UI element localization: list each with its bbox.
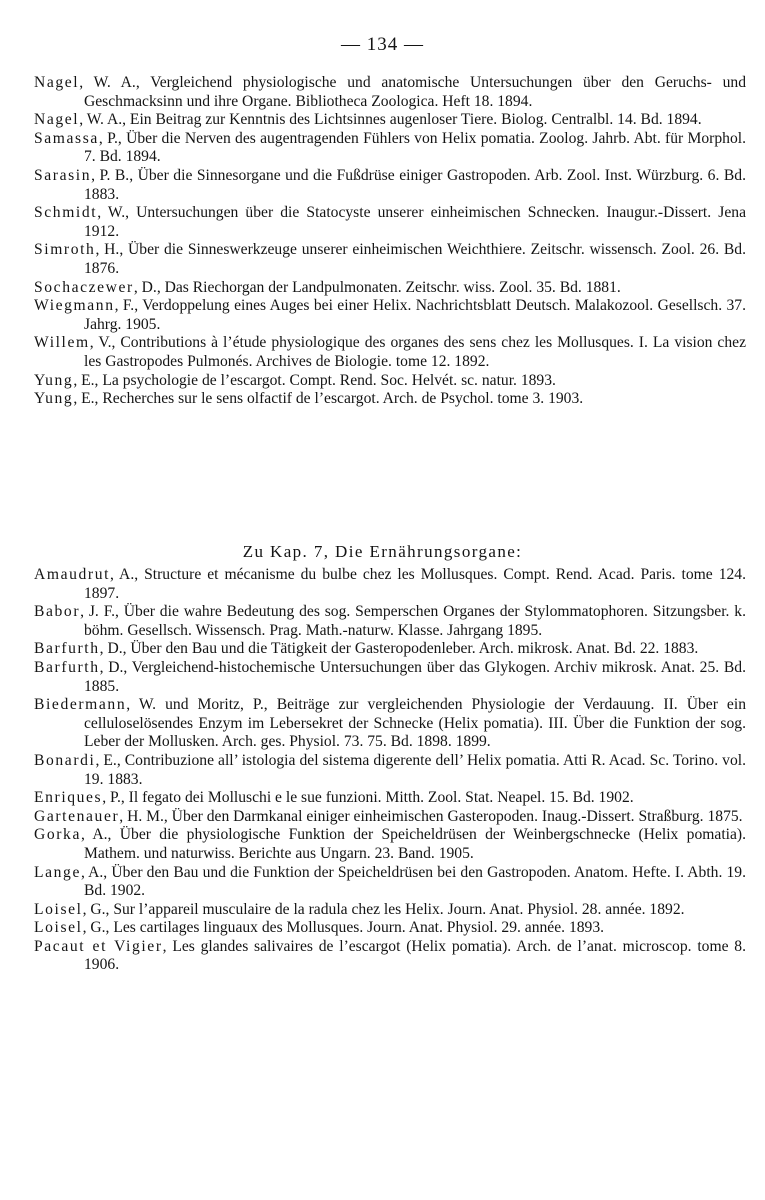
bibliography-entry	[34, 919, 746, 938]
entry-citation: , J. F., Über die wahre Bedeutung des sog. Semperschen Organes der Stylommatophoren. Sitzungsber. k. böhm. Gesellsch. Wissensch. Prag. Math.-naturw. Klasse. Jahrgang 1895.	[80, 603, 746, 639]
bibliography-entry	[34, 74, 746, 111]
entry-author: Pacaut et Vigier	[34, 937, 163, 955]
entry-citation: , E., Recherches sur le sens olfactif de l’escargot. Arch. de Psychol. tome 3. 1903.	[73, 390, 584, 408]
entry-citation: , E., La psychologie de l’escargot. Compt. Rend. Soc. Helvét. sc. natur. 1893.	[73, 371, 556, 389]
entry-citation: , P. B., Über die Sinnesorgane und die Fußdrüse einiger Gastropoden. Arb. Zool. Inst. Würzburg. 6. Bd. 1883.	[84, 166, 746, 203]
entry-author: Nagel	[34, 74, 80, 91]
entry-citation: , A., Structure et mécanisme du bulbe chez les Mollusques. Compt. Rend. Acad. Paris. tome 124. 1897.	[84, 566, 746, 602]
entry-author: Simroth	[34, 241, 96, 259]
bibliography-entry	[34, 167, 746, 204]
bibliography-entry	[34, 826, 746, 863]
entry-author: Bonardi	[34, 751, 96, 769]
entry-citation: , W. A., Vergleichend physiologische und anatomische Untersuchungen über den Geruchs- und Geschmacksinn und ihre Organe. Bibliotheca Zoologica. Heft 18. 1894.	[79, 74, 746, 110]
bibliography-entry	[34, 901, 746, 920]
entry-author: Nagel	[34, 111, 80, 129]
bibliography-entry	[34, 241, 746, 278]
bibliography-entry	[34, 603, 746, 640]
entry-author: Barfurth	[34, 658, 100, 676]
entry-citation: , H. M., Über den Darmkanal einiger einheimischen Gasteropoden. Inaug.-Dissert. Straßburg. 1875.	[119, 807, 743, 825]
bibliography-entry	[34, 696, 746, 752]
entry-citation: , D., Über den Bau und die Tätigkeit der Gasteropodenleber. Arch. mikrosk. Anat. Bd. 22. 1883.	[99, 640, 699, 658]
page-number: — 134 —	[341, 34, 424, 55]
bibliography-entry	[34, 752, 746, 789]
entry-citation: , H., Über die Sinneswerkzeuge unserer einheimischen Weichthiere. Zeitschr. wissensch. Zool. 26. Bd. 1876.	[84, 241, 746, 277]
entry-author: Yung	[34, 390, 74, 408]
entry-citation: , W., Untersuchungen über die Statocyste unserer einheimischen Schnecken. Inaugur.-Dissert. Jena 1912.	[84, 204, 746, 240]
entry-author: Biedermann	[34, 696, 127, 714]
bibliography-entry	[34, 130, 746, 167]
entry-citation: , D., Das Riechorgan der Landpulmonaten. Zeitschr. wiss. Zool. 35. Bd. 1881.	[133, 278, 621, 296]
bibliography-entry	[34, 390, 746, 409]
entry-author: Willem	[34, 334, 90, 352]
entry-author: Gorka	[34, 826, 81, 844]
bibliography-entry	[34, 111, 746, 130]
bibliography-entry	[34, 789, 746, 808]
entry-author: Babor	[34, 603, 81, 621]
entry-author: Yung	[34, 371, 74, 389]
entry-author: Loisel	[34, 919, 83, 937]
bibliography-entry	[34, 566, 746, 603]
entry-citation: , F., Verdoppelung eines Auges bei einer Helix. Nachrichtsblatt Deutsch. Malakozool. Gesellsch. 37. Jahrg. 1905.	[84, 297, 746, 333]
entry-author: Schmidt	[34, 204, 98, 222]
entry-citation: , E., Contribuzione all’ istologia del sistema digerente dell’ Helix pomatia. Atti R. Acad. Sc. Torino. vol. 19. 1883.	[84, 751, 746, 788]
entry-author: Enriques	[34, 789, 103, 807]
entry-citation: , G., Sur l’appareil musculaire de la radula chez les Helix. Journ. Anat. Physiol. 28. année. 1892.	[82, 900, 685, 918]
entry-citation: , A., Über den Bau und die Funktion der Speicheldrüsen bei den Gastropoden. Anatom. Hefte. I. Abth. 19. Bd. 1902.	[80, 863, 746, 900]
entry-citation: , W. und Moritz, P., Beiträge zur vergleichenden Physiologie der Verdauung. II. Über ein celluloselösendes Enzym im Lebersekret der Schnecke (Helix pomatia). III. Über die Funktion der sog. Leber der Mollusken. Arch. ges. Physiol. 73. 75. Bd. 1898. 1899.	[84, 696, 746, 751]
entry-citation: , Les glandes salivaires de l’escargot (Helix pomatia). Arch. de l’anat. microscop. tome 8. 1906.	[84, 937, 746, 974]
bibliography-entry	[34, 334, 746, 371]
bibliography-entry	[34, 808, 746, 827]
entry-author: Samassa	[34, 129, 99, 147]
bibliography-entry	[34, 659, 746, 696]
bibliography-list-top	[34, 74, 746, 409]
entry-author: Gartenauer	[34, 807, 120, 825]
entry-author: Lange	[34, 863, 81, 881]
bibliography-entry	[34, 938, 746, 975]
bibliography-entry	[34, 372, 746, 391]
bibliography-entry	[34, 640, 746, 659]
entry-citation: , D., Vergleichend-histochemische Untersuchungen über das Glykogen. Archiv mikrosk. Anat. 25. Bd. 1885.	[84, 658, 746, 695]
entry-citation: , V., Contributions à l’étude physiologique des organes des sens chez les Mollusques. I. La vision chez les Gastropodes Pulmonés. Archives de Biologie. tome 12. 1892.	[84, 334, 746, 370]
section-heading: Zu Kap. 7, Die Ernährungsorgane:	[242, 542, 523, 561]
bibliography-entry	[34, 864, 746, 901]
entry-citation: , A., Über die physiologische Funktion der Speicheldrüsen der Weinbergschnecke (Helix pomatia). Mathem. und naturwiss. Berichte aus Ungarn. 23. Band. 1905.	[80, 826, 746, 862]
entry-citation: , W. A., Ein Beitrag zur Kenntnis des Lichtsinnes augenloser Tiere. Biolog. Centralbl. 14. Bd. 1894.	[79, 111, 702, 129]
entry-author: Amaudrut	[34, 566, 111, 583]
entry-author: Wiegmann	[34, 297, 115, 315]
entry-citation: , P., Über die Nerven des augentragenden Fühlers von Helix pomatia. Zoolog. Jahrb. Abt. für Morphol. 7. Bd. 1894.	[84, 129, 746, 166]
bibliography-entry	[34, 297, 746, 334]
entry-citation: , G., Les cartilages linguaux des Mollusques. Journ. Anat. Physiol. 29. année. 1893.	[82, 919, 605, 937]
entry-author: Barfurth	[34, 640, 100, 658]
bibliography-entry	[34, 279, 746, 298]
entry-citation: , P., Il fegato dei Molluschi e le sue funzioni. Mitth. Zool. Stat. Neapel. 15. Bd. 1902.	[102, 789, 634, 807]
bibliography-entry	[34, 204, 746, 241]
entry-author: Loisel	[34, 900, 83, 918]
entry-author: Sarasin	[34, 166, 92, 184]
bibliography-list-bottom	[34, 566, 746, 975]
entry-author: Sochaczewer	[34, 278, 134, 296]
